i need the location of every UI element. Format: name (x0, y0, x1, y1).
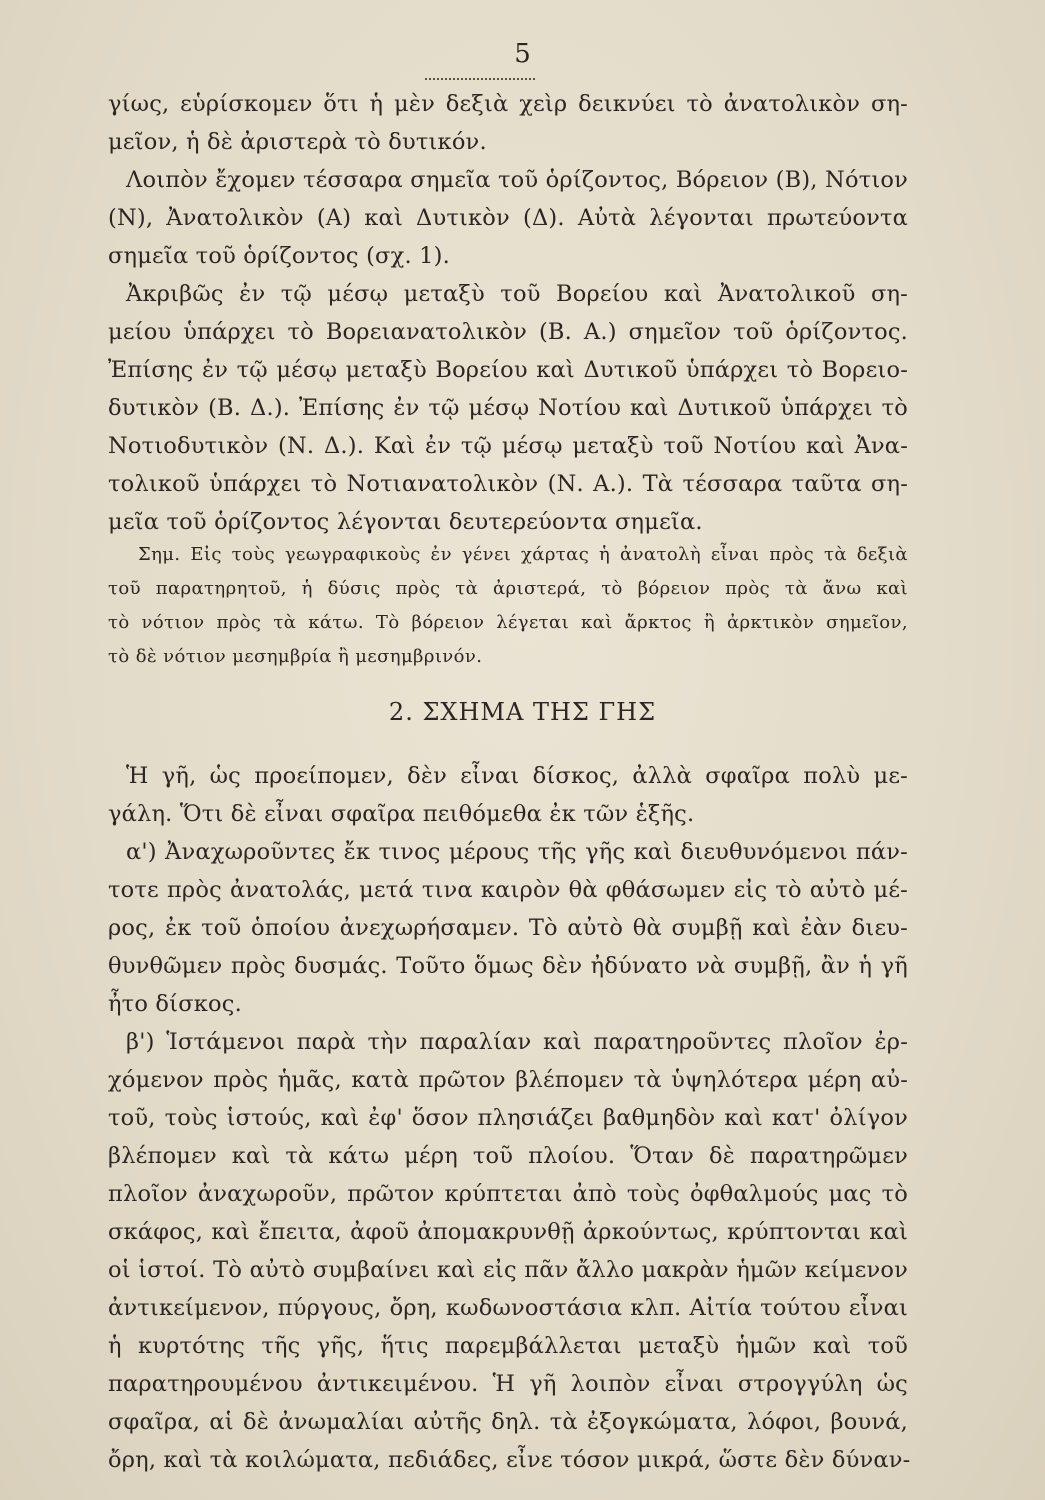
text-line: Λοιπὸν ἔχομεν τέσσαρα σημεῖα τοῦ ὁρίζοντος, Βόρειον (Β), Νότιον (126, 167, 908, 193)
text-line: γίως, εὑρίσκομεν ὅτι ἡ μὲν δεξιὰ χεὶρ δεικνύει τὸ ἀνατολικὸν ση- (108, 91, 908, 117)
text-line: ἡ κυρτότης τῆς γῆς, ἥτις παρεμβάλλεται μεταξὺ ἡμῶν καὶ τοῦ (108, 1333, 908, 1359)
text-line: παρατηρουμένου ἀντικειμένου. Ἡ γῆ λοιπὸν εἶναι στρογγύλη ὡς (108, 1371, 908, 1397)
text-line: σκάφος, καὶ ἔπειτα, ἀφοῦ ἀπομακρυνθῇ ἀρκούντως, κρύπτονται καὶ (108, 1219, 908, 1245)
text-line: Ἡ γῆ, ὡς προείπομεν, δὲν εἶναι δίσκος, ἀλλὰ σφαῖρα πολὺ με- (126, 763, 908, 789)
text-line: δυτικὸν (Β. Δ.). Ἐπίσης ἐν τῷ μέσῳ Νοτίου καὶ Δυτικοῦ ὑπάρχει τὸ (108, 395, 908, 421)
note-line: τοῦ παρατηρητοῦ, ἡ δύσις πρὸς τὰ ἀριστερά, τὸ βόρειον πρὸς τὰ ἄνω καὶ (108, 578, 908, 599)
text-line: Νοτιοδυτικὸν (Ν. Δ.). Καὶ ἐν τῷ μέσῳ μεταξὺ τοῦ Νοτίου καὶ Ἀνα- (108, 433, 908, 459)
text-line: ἦτο δίσκος. (108, 991, 242, 1017)
note-line: τὸ δὲ νότιον μεσημβρία ἢ μεσημβρινόν. (108, 646, 483, 667)
text-line: α') Ἀναχωροῦντες ἔκ τινος μέρους τῆς γῆς καὶ διευθυνόμενοι πάν- (126, 839, 908, 865)
page-number: 5 (514, 39, 531, 69)
text-line: μείου ὑπάρχει τὸ Βορειανατολικὸν (Β. Α.) σημεῖον τοῦ ὁρίζοντος. (108, 319, 908, 345)
text-line: (Ν), Ἀνατολικὸν (Α) καὶ Δυτικὸν (Δ). Αὐτὰ λέγονται πρωτεύοντα (108, 205, 908, 231)
text-line: οἱ ἱστοί. Τὸ αὐτὸ συμβαίνει καὶ εἰς πᾶν ἄλλο μακρὰν ἡμῶν κείμενον (108, 1257, 908, 1283)
footnote (108, 538, 908, 674)
text-line: ὄρη, καὶ τὰ κοιλώματα, πεδιάδες, εἶνε τόσον μικρά, ὥστε δὲν δύναν- (108, 1447, 911, 1473)
note-line: Σημ. Εἰς τοὺς γεωγραφικοὺς ἐν γένει χάρτας ἡ ἀνατολὴ εἶναι πρὸς τὰ δεξιὰ (138, 544, 908, 565)
text-line: β') Ἱστάμενοι παρὰ τὴν παραλίαν καὶ παρατηροῦντες πλοῖον ἐρ- (126, 1029, 908, 1055)
text-line: Ἀκριβῶς ἐν τῷ μέσῳ μεταξὺ τοῦ Βορείου καὶ Ἀνατολικοῦ ση- (126, 281, 908, 307)
text-line: θυνθῶμεν πρὸς δυσμάς. Τοῦτο ὅμως δὲν ἠδύνατο νὰ συμβῇ, ἂν ἡ γῆ (108, 953, 908, 979)
note-line: τὸ νότιον πρὸς τὰ κάτω. Τὸ βόρειον λέγεται καὶ ἄρκτος ἢ ἀρκτικὸν σημεῖον, (108, 612, 908, 633)
text-line: μεῖα τοῦ ὁρίζοντος λέγονται δευτερεύοντα σημεῖα. (108, 509, 703, 535)
text-line: πλοῖον ἀναχωροῦν, πρῶτον κρύπτεται ἀπὸ τοὺς ὀφθαλμούς μας τὸ (108, 1181, 908, 1207)
text-line: τοῦ, τοὺς ἱστούς, καὶ ἐφ' ὅσον πλησιάζει βαθμηδὸν καὶ κατ' ὀλίγον (108, 1105, 908, 1131)
text-line: τολικοῦ ὑπάρχει τὸ Νοτιανατολικὸν (Ν. Α.). Τὰ τέσσαρα ταῦτα ση- (108, 471, 908, 497)
text-line: σφαῖρα, αἱ δὲ ἀνωμαλίαι αὐτῆς δηλ. τὰ ἐξογκώματα, λόφοι, βουνά, (108, 1409, 908, 1435)
page-number-rule (425, 78, 535, 80)
text-line: μεῖον, ἡ δὲ ἀριστερὰ τὸ δυτικόν. (108, 129, 487, 155)
section-heading: 2. ΣΧΗΜΑ ΤΗΣ ΓΗΣ (388, 698, 657, 726)
text-line: γάλη. Ὅτι δὲ εἶναι σφαῖρα πειθόμεθα ἐκ τῶν ἑξῆς. (108, 801, 695, 827)
text-line: ρος, ἐκ τοῦ ὁποίου ἀνεχωρήσαμεν. Τὸ αὐτὸ θὰ συμβῇ καὶ ἐὰν διευ- (108, 915, 908, 941)
text-line: τοτε πρὸς ἀνατολάς, μετά τινα καιρὸν θὰ φθάσωμεν εἰς τὸ αὐτὸ μέ- (108, 877, 908, 903)
text-line: ἀντικείμενον, πύργους, ὄρη, κωδωνοστάσια κλπ. Αἰτία τούτου εἶναι (108, 1295, 908, 1321)
text-line: βλέπομεν καὶ τὰ κάτω μέρη τοῦ πλοίου. Ὅταν δὲ παρατηρῶμεν (108, 1143, 908, 1169)
text-line: σημεῖα τοῦ ὁρίζοντος (σχ. 1). (108, 243, 450, 269)
section1-text (108, 85, 908, 541)
text-line: χόμενον πρὸς ἡμᾶς, κατὰ πρῶτον βλέπομεν τὰ ὑψηλότερα μέρη αὐ- (108, 1067, 908, 1093)
text-line: Ἐπίσης ἐν τῷ μέσῳ μεταξὺ Βορείου καὶ Δυτικοῦ ὑπάρχει τὸ Βορειο- (108, 357, 908, 383)
section2-text (108, 757, 911, 1479)
